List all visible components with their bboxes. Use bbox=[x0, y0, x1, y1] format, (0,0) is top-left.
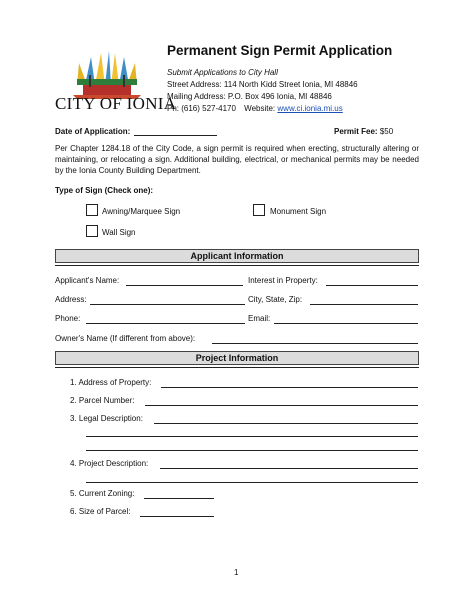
email-label: Email: bbox=[248, 314, 271, 323]
city-logo bbox=[55, 40, 177, 118]
phone-label: Phone: bbox=[55, 314, 81, 323]
monument-label: Monument Sign bbox=[270, 207, 327, 216]
submit-line: Submit Applications to City Hall bbox=[167, 68, 278, 77]
city-state-zip-field[interactable] bbox=[310, 295, 418, 305]
sign-type-heading: Type of Sign (Check one): bbox=[55, 186, 154, 195]
monument-checkbox[interactable] bbox=[253, 204, 265, 216]
date-of-application-field[interactable] bbox=[134, 126, 217, 136]
wall-sign-label: Wall Sign bbox=[102, 228, 136, 237]
permit-fee bbox=[334, 127, 393, 137]
applicant-name-label: Applicant's Name: bbox=[55, 276, 120, 285]
current-zoning-field[interactable] bbox=[144, 489, 214, 499]
project-description-line-2[interactable] bbox=[86, 473, 418, 483]
phone-number: Ph: (616) 527-4170 bbox=[167, 104, 236, 113]
size-of-parcel-field[interactable] bbox=[140, 507, 214, 517]
project-description-field[interactable] bbox=[160, 459, 418, 469]
email-field[interactable] bbox=[274, 314, 418, 324]
permit-fee-value: $50 bbox=[379, 127, 394, 136]
project-description-label: 4. Project Description: bbox=[70, 459, 149, 468]
section-divider bbox=[55, 367, 419, 368]
intro-paragraph: Per Chapter 1284.18 of the City Code, a sign permit is required when erecting, structurally altering or maintaining, or relocating a sign. Additional building, electrical, or mechanical permits may be needed by the Ionia County Building Department. bbox=[55, 144, 419, 175]
page-number: 1 bbox=[234, 568, 239, 577]
address-field[interactable] bbox=[90, 295, 245, 305]
legal-description-line-3[interactable] bbox=[86, 441, 418, 451]
phone-field[interactable] bbox=[86, 314, 245, 324]
legal-description-field[interactable] bbox=[154, 414, 418, 424]
mailing-address: Mailing Address: P.O. Box 496 Ionia, MI 48846 bbox=[167, 92, 332, 101]
permit-fee-label: Permit Fee: bbox=[334, 127, 378, 136]
city-state-zip-label: City, State, Zip: bbox=[248, 295, 303, 304]
sunburst-emblem-icon bbox=[57, 40, 157, 100]
applicant-info-header: Applicant Information bbox=[55, 249, 419, 263]
parcel-number-field[interactable] bbox=[145, 396, 418, 406]
property-address-field[interactable] bbox=[161, 378, 418, 388]
legal-description-line-2[interactable] bbox=[86, 427, 418, 437]
date-of-application-label: Date of Application: bbox=[55, 127, 131, 136]
section-divider bbox=[55, 265, 419, 266]
size-of-parcel-label: 6. Size of Parcel: bbox=[70, 507, 131, 516]
legal-description-label: 3. Legal Description: bbox=[70, 414, 143, 423]
phone-website-line bbox=[167, 104, 343, 114]
interest-label: Interest in Property: bbox=[248, 276, 318, 285]
address-label: Address: bbox=[55, 295, 87, 304]
project-info-header: Project Information bbox=[55, 351, 419, 365]
parcel-number-label: 2. Parcel Number: bbox=[70, 396, 135, 405]
awning-marquee-checkbox[interactable] bbox=[86, 204, 98, 216]
website-label: Website: bbox=[244, 104, 276, 113]
wall-sign-checkbox[interactable] bbox=[86, 225, 98, 237]
interest-field[interactable] bbox=[326, 276, 418, 286]
property-address-label: 1. Address of Property: bbox=[70, 378, 152, 387]
applicant-name-field[interactable] bbox=[126, 276, 243, 286]
owner-name-field[interactable] bbox=[212, 334, 418, 344]
owner-name-label: Owner's Name (If different from above): bbox=[55, 334, 196, 343]
website-link[interactable]: www.ci.ionia.mi.us bbox=[277, 104, 343, 113]
logo-wordmark: CITY OF IONIA bbox=[55, 94, 177, 113]
street-address: Street Address: 114 North Kidd Street Ionia, MI 48846 bbox=[167, 80, 358, 89]
awning-marquee-label: Awning/Marquee Sign bbox=[102, 207, 181, 216]
current-zoning-label: 5. Current Zoning: bbox=[70, 489, 135, 498]
page-title: Permanent Sign Permit Application bbox=[167, 43, 393, 58]
